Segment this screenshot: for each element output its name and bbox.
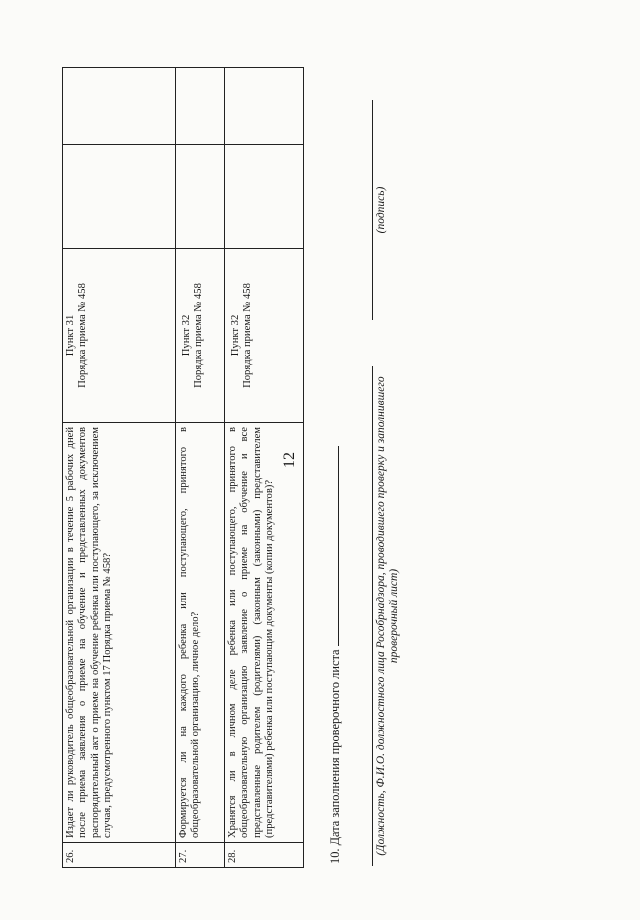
fill-date-line bbox=[326, 446, 343, 864]
official-signature-line bbox=[372, 366, 373, 866]
row-number: 27. bbox=[176, 843, 225, 868]
note-cell bbox=[63, 68, 176, 145]
fill-date-blank bbox=[326, 446, 339, 646]
row-reference bbox=[63, 249, 176, 423]
reference-point: Пункт 32 bbox=[181, 314, 192, 357]
row-question: Издает ли руководитель общеобразовательной организации в течение 5 рабочих дней после приема заявления о приеме на обучение и представленных документов распорядительный акт о приеме на обучение ребенка или поступающего, за исключением случая, предусмотренного пунктом 17 Порядка приема № 458? bbox=[63, 423, 176, 843]
page-number: 12 bbox=[281, 452, 298, 468]
table-row bbox=[63, 68, 176, 868]
reference-document: Порядка приема № 458 bbox=[77, 283, 89, 388]
reference-document: Порядка приема № 458 bbox=[193, 283, 205, 388]
reference-point: Пункт 32 bbox=[230, 314, 241, 357]
signature-line bbox=[372, 100, 373, 320]
official-caption: (Должность, Ф.И.О. должностного лица Рособрнадзора, проводившего проверку и заполнившего проверочный лист) bbox=[375, 376, 400, 856]
signature-caption: (подпись) bbox=[375, 186, 387, 234]
row-reference bbox=[225, 249, 304, 423]
row-number: 26. bbox=[63, 843, 176, 868]
row-number: 28. bbox=[225, 843, 304, 868]
answer-cell bbox=[176, 145, 225, 249]
reference-point: Пункт 31 bbox=[65, 314, 76, 357]
checklist-table bbox=[62, 67, 304, 868]
table-row bbox=[225, 68, 304, 868]
note-cell bbox=[225, 68, 304, 145]
row-question: Формируется ли на каждого ребенка или поступающего, принятого в общеобразовательной организацию, личное дело? bbox=[176, 423, 225, 843]
row-question: Хранятся ли в личном деле ребенка или поступающего, принятого в общеобразовательную организацию заявление о приеме на обучение и все представленные родителем (родителями) (законным (законными) представителем (представителями) ребенка или поступающим документы (копии документов)? bbox=[225, 423, 304, 843]
reference-document: Порядка приема № 458 bbox=[242, 283, 254, 388]
answer-cell bbox=[225, 145, 304, 249]
fill-date-label: 10. Дата заполнения проверочного листа bbox=[328, 649, 342, 864]
answer-cell bbox=[63, 145, 176, 249]
row-reference bbox=[176, 249, 225, 423]
note-cell bbox=[176, 68, 225, 145]
table-row bbox=[176, 68, 225, 868]
